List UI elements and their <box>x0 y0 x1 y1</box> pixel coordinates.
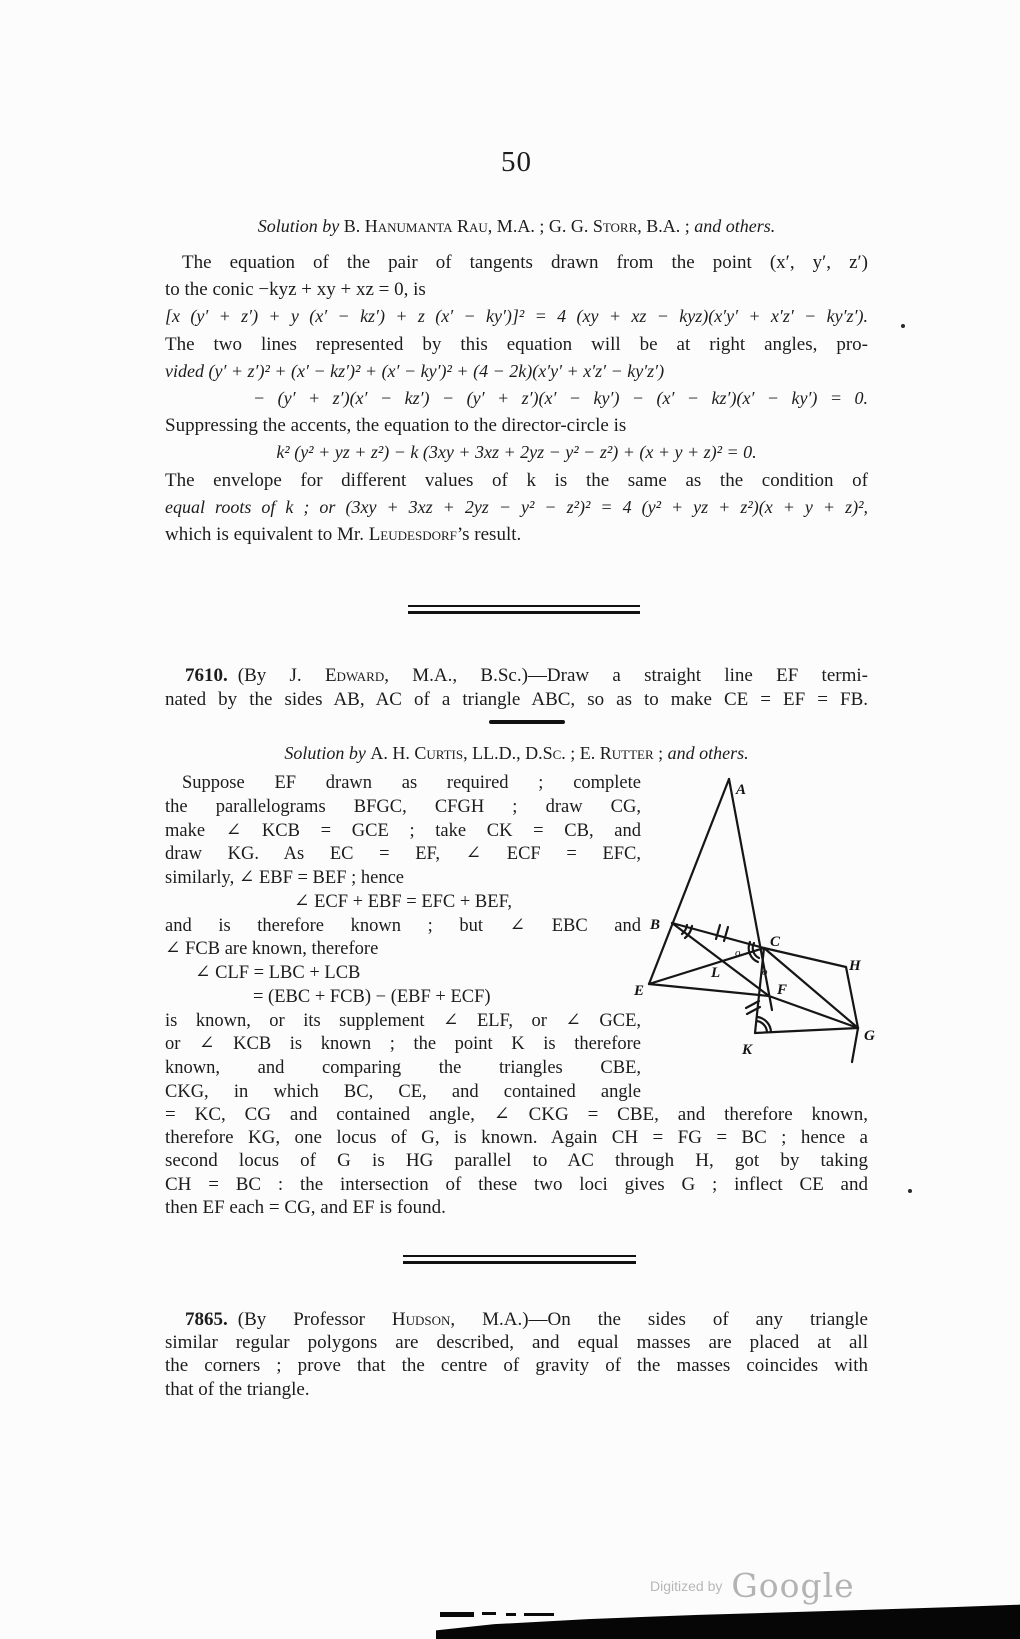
angle-mark-o-1: o <box>735 947 741 959</box>
angle-arc-K-inner <box>757 1021 767 1032</box>
text-line: then EF each = CG, and EF is found. <box>165 1196 446 1218</box>
text-line: = KC, CG and contained angle, ∠ CKG = CBE, and therefore known, <box>165 1104 868 1125</box>
equation-line: = (EBC + FCB) − (EBF + ECF) <box>253 986 491 1007</box>
digitized-by-text: Digitized by <box>650 1577 723 1594</box>
text-line: The envelope for different values of k is the same as the condition of <box>165 469 868 491</box>
scan-artifact-dash <box>506 1613 516 1616</box>
section-divider-double-rule <box>408 605 640 614</box>
vertex-label-A: A <box>736 782 747 798</box>
text-line: Suppose EF drawn as required ; complete <box>182 773 641 793</box>
question-line <box>165 1308 868 1331</box>
text-line: Suppressing the accents, the equation to the director-circle is <box>165 415 627 437</box>
text-line: The two lines represented by this equation will be at right angles, pro- <box>165 333 868 355</box>
question-line: the corners ; prove that the centre of gravity of the masses coincides with <box>165 1355 868 1377</box>
google-logo: Google <box>731 1566 855 1605</box>
solution-2-left-column <box>165 772 641 1105</box>
short-rule <box>489 720 565 724</box>
vertex-label-C: C <box>770 934 781 950</box>
question-number: 7610. <box>185 665 228 686</box>
scan-artifact-dash <box>524 1613 554 1616</box>
scan-artifact-dash <box>482 1612 496 1615</box>
byline-solution-1 <box>165 216 868 237</box>
segment-G-extension <box>852 1028 858 1062</box>
text-line: CKG, in which BC, CE, and contained angle <box>165 1081 641 1102</box>
equation-line: [x (y′ + z′) + y (x′ − kz′) + z (x′ − ky′)]² = 4 (xy + xz − kyz)(x′y′ + x′z′ − ky′z′). <box>165 306 868 327</box>
closing-name: Leudesdorf <box>368 524 457 546</box>
segment-EF <box>649 984 769 996</box>
scan-artifact-dash <box>440 1612 474 1617</box>
question-line <box>165 664 868 688</box>
figure-labels <box>633 782 875 1058</box>
text-line: ∠ FCB are known, therefore <box>165 939 379 960</box>
section-divider-double-rule <box>403 1255 636 1264</box>
equation-line: equal roots of k ; or (3xy + 3xz + 2yz − y² − z²)² = 4 (y² + yz + z²)(x + y + z)², <box>165 496 868 517</box>
text-line <box>165 521 868 548</box>
proposer-name: Edward <box>324 665 385 686</box>
text-line: and is therefore known ; but ∠ EBC and <box>165 915 641 936</box>
google-watermark <box>650 1566 855 1605</box>
vertex-label-E: E <box>634 983 645 999</box>
closing-suffix: ’s result. <box>456 524 522 546</box>
question-7610 <box>165 664 868 712</box>
geometry-figure <box>600 760 900 1070</box>
equation-line: ∠ CLF = LBC + LCB <box>195 963 361 983</box>
speck-dot-1 <box>901 324 905 328</box>
text-line: or ∠ KCB is known ; the point K is therefore <box>165 1034 641 1055</box>
speck-dot-2 <box>908 1189 912 1193</box>
text-line: CH = BC : the intersection of these two loci gives G ; inflect CE and <box>165 1173 868 1195</box>
solution-1-body <box>165 249 868 548</box>
closing-prefix: which is equivalent to Mr. <box>165 524 369 546</box>
proposer-name: Hudson <box>391 1309 451 1330</box>
equation-line: − (y′ + z′)(x′ − kz′) − (y′ + z′)(x′ − ky′) − (x′ − kz′)(x′ − ky′) = 0. <box>253 388 868 409</box>
byline-authors: A. H. Curtis, LL.D., D.Sc. ; E. Rutter ; <box>370 743 664 763</box>
byline-suffix: and others. <box>694 216 776 236</box>
text-line: draw KG. As EC = EF, ∠ ECF = EFC, <box>165 844 641 865</box>
vertex-label-L: L <box>711 965 721 981</box>
question-post: , M.A., B.Sc.)—Draw a straight line EF termi- <box>384 665 868 686</box>
question-pre: (By Professor <box>237 1309 392 1330</box>
text-line: to the conic −kyz + xy + xz = 0, is <box>165 279 426 301</box>
text-line: therefore KG, one locus of G, is known. Again CH = FG = BC ; hence a <box>165 1127 868 1149</box>
text-line: make ∠ KCB = GCE ; take CK = CB, and <box>165 820 641 841</box>
question-line: similar regular polygons are described, and equal masses are placed at all <box>165 1332 868 1354</box>
equation-line: vided (y′ + z′)² + (x′ − kz′)² + (x′ − ky′)² + (4 − 2k)(x′y′ + x′z′ − ky′z′) <box>165 360 665 381</box>
equation-line: k² (y² + yz + z²) − k (3xy + 3xz + 2yz − y² − z²) + (x + y + z)² = 0. <box>276 442 757 463</box>
question-line: that of the triangle. <box>165 1378 310 1400</box>
text-line: known, and comparing the triangles CBE, <box>165 1058 641 1078</box>
byline-authors: B. Hanumanta Rau, M.A. ; G. G. Storr, B.A. ; <box>343 216 690 236</box>
figure-lines <box>649 779 858 1062</box>
segment-FG <box>769 996 858 1028</box>
vertex-label-B: B <box>650 917 661 933</box>
vertex-label-H: H <box>849 958 861 974</box>
segment-EA <box>649 779 729 984</box>
vertex-label-K: K <box>742 1042 753 1058</box>
vertex-label-G: G <box>864 1028 875 1044</box>
question-pre: (By J. <box>237 665 325 686</box>
byline-suffix: and others. <box>667 743 749 763</box>
byline-prefix: Solution by <box>257 216 340 236</box>
vertex-label-F: F <box>777 982 788 998</box>
question-post: , M.A.)—On the sides of any triangle <box>450 1309 868 1330</box>
question-number: 7865. <box>185 1309 228 1330</box>
question-7865 <box>165 1308 868 1401</box>
text-line: similarly, ∠ EBF = BEF ; hence <box>165 868 405 888</box>
byline-prefix: Solution by <box>284 743 366 763</box>
text-line: second locus of G is HG parallel to AC through H, got by taking <box>165 1150 868 1172</box>
page-number: 50 <box>501 146 532 178</box>
text-line: The equation of the pair of tangents drawn from the point (x′, y′, z′) <box>182 252 868 273</box>
solution-2-full-width <box>165 1103 868 1219</box>
question-line: nated by the sides AB, AC of a triangle ABC, so as to make CE = EF = FB. <box>165 689 868 710</box>
text-line: the parallelograms BFGC, CFGH ; draw CG, <box>165 796 641 817</box>
angle-mark-o-2: o <box>762 966 768 978</box>
text-line: is known, or its supplement ∠ ELF, or ∠ GCE, <box>165 1010 641 1031</box>
equation-line: ∠ ECF + EBF = EFC + BEF, <box>293 891 513 912</box>
scan-artifact-bar <box>436 1600 1020 1639</box>
